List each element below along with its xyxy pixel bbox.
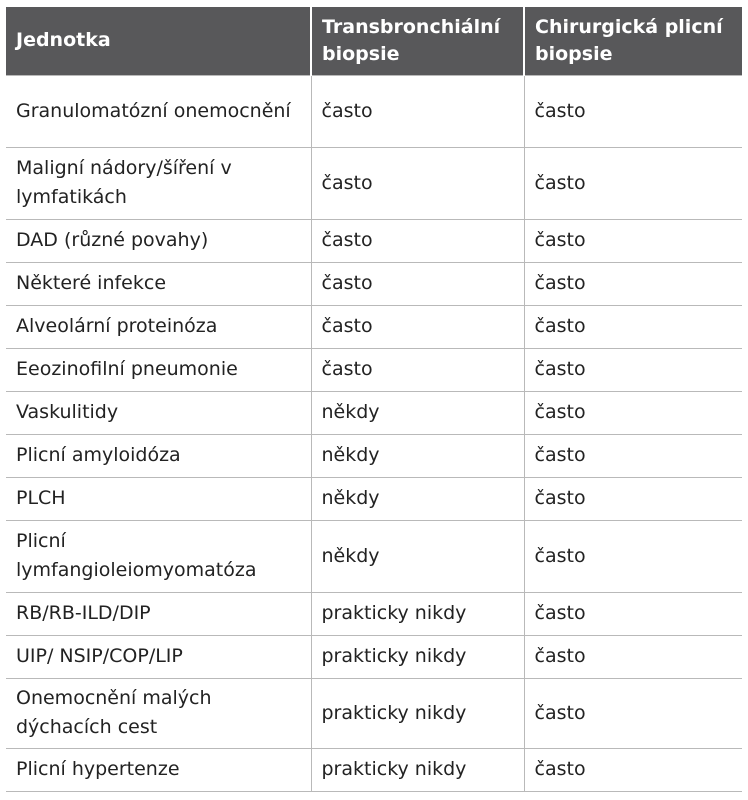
cell-transbronchial: někdy [311, 391, 524, 434]
cell-unit: UIP/ NSIP/COP/LIP [6, 635, 311, 678]
cell-transbronchial: někdy [311, 434, 524, 477]
cell-surgical: často [524, 348, 742, 391]
cell-surgical: často [524, 391, 742, 434]
table-row [6, 434, 742, 477]
cell-unit: Některé infekce [6, 262, 311, 305]
table-row [6, 219, 742, 262]
table-row [6, 147, 742, 219]
table-row [6, 477, 742, 520]
cell-unit: Vaskulitidy [6, 391, 311, 434]
cell-unit: Plicní hypertenze [6, 748, 311, 791]
cell-surgical: často [524, 434, 742, 477]
cell-surgical: často [524, 592, 742, 635]
cell-surgical: často [524, 219, 742, 262]
table-row [6, 678, 742, 748]
header-transbronchial-biopsy: Transbronchiální biopsie [311, 7, 524, 75]
cell-unit: RB/RB-ILD/DIP [6, 592, 311, 635]
cell-surgical: často [524, 635, 742, 678]
cell-surgical: často [524, 305, 742, 348]
table-row [6, 592, 742, 635]
table-row [6, 75, 742, 147]
biopsy-comparison-table-container [6, 7, 742, 792]
cell-unit: Granulomatózní onemocnění [6, 75, 311, 147]
cell-transbronchial: prakticky nikdy [311, 678, 524, 748]
table-row [6, 262, 742, 305]
table-header [6, 7, 742, 75]
cell-transbronchial: někdy [311, 520, 524, 592]
table-row [6, 748, 742, 791]
cell-unit: Plicní amyloidóza [6, 434, 311, 477]
cell-unit: Eeozinofilní pneumonie [6, 348, 311, 391]
cell-unit: Plicní lymfangioleiomyomatóza [6, 520, 311, 592]
cell-surgical: často [524, 262, 742, 305]
cell-surgical: často [524, 748, 742, 791]
cell-unit: PLCH [6, 477, 311, 520]
cell-transbronchial: prakticky nikdy [311, 592, 524, 635]
cell-transbronchial: často [311, 147, 524, 219]
cell-unit: DAD (různé povahy) [6, 219, 311, 262]
cell-surgical: často [524, 520, 742, 592]
table-row [6, 391, 742, 434]
cell-transbronchial: často [311, 305, 524, 348]
table-row [6, 348, 742, 391]
header-unit: Jednotka [6, 7, 311, 75]
cell-surgical: často [524, 678, 742, 748]
cell-transbronchial: často [311, 75, 524, 147]
table-row [6, 520, 742, 592]
cell-transbronchial: prakticky nikdy [311, 748, 524, 791]
cell-transbronchial: často [311, 262, 524, 305]
biopsy-comparison-table [6, 7, 742, 792]
table-row [6, 635, 742, 678]
cell-unit: Alveolární proteinóza [6, 305, 311, 348]
table-row [6, 305, 742, 348]
cell-unit: Onemocnění malých dýchacích cest [6, 678, 311, 748]
cell-transbronchial: prakticky nikdy [311, 635, 524, 678]
table-body [6, 75, 742, 791]
cell-transbronchial: často [311, 348, 524, 391]
header-surgical-lung-biopsy: Chirurgická plicní biopsie [524, 7, 742, 75]
cell-unit: Maligní nádory/šíření v lymfatikách [6, 147, 311, 219]
cell-surgical: často [524, 477, 742, 520]
cell-surgical: často [524, 147, 742, 219]
cell-transbronchial: někdy [311, 477, 524, 520]
cell-transbronchial: často [311, 219, 524, 262]
cell-surgical: často [524, 75, 742, 147]
header-row [6, 7, 742, 75]
